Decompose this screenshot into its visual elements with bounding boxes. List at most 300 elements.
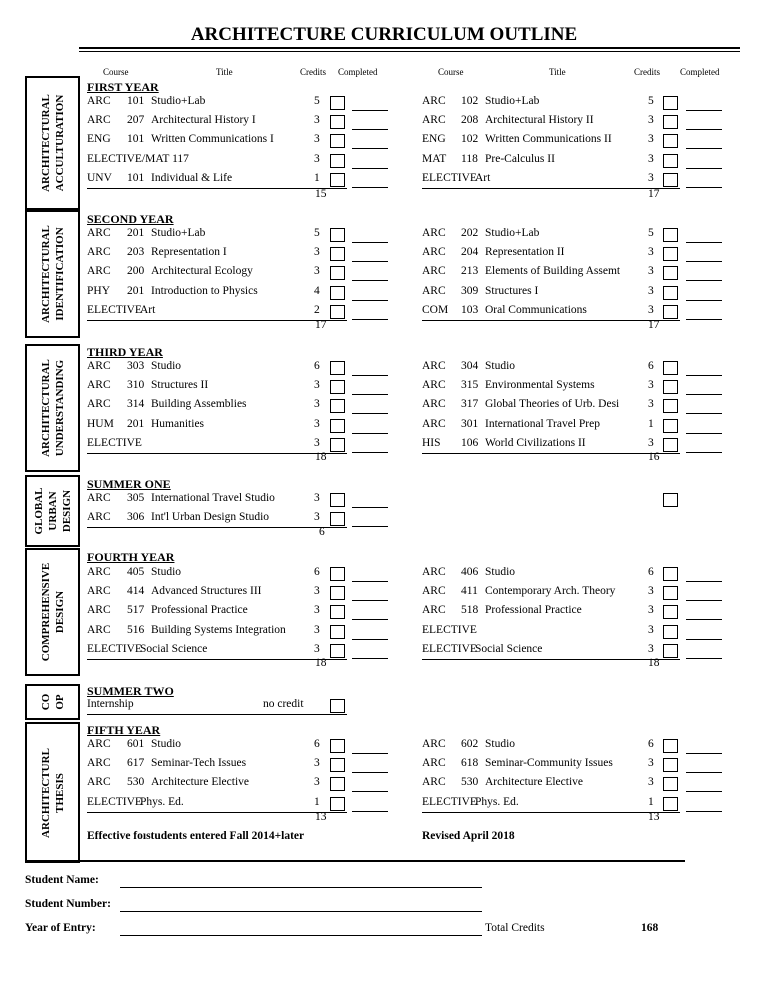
completed-line — [352, 242, 388, 243]
course-title: World Civilizations II — [485, 436, 586, 449]
course-credits: 3 — [314, 398, 320, 411]
completed-checkbox[interactable] — [330, 644, 345, 658]
completed-checkbox[interactable] — [663, 644, 678, 658]
completed-checkbox[interactable] — [663, 739, 678, 753]
course-title: Elements of Building Assemt — [485, 265, 621, 278]
row-underline — [422, 812, 680, 813]
section-label-box — [25, 344, 80, 472]
completed-checkbox[interactable] — [663, 154, 678, 168]
course-credits: 3 — [648, 284, 654, 297]
completed-checkbox[interactable] — [330, 361, 345, 375]
completed-line — [352, 619, 388, 620]
completed-checkbox[interactable] — [330, 493, 345, 507]
completed-line — [686, 168, 722, 169]
course-dept: ELECTIVE — [422, 623, 477, 636]
completed-line — [686, 148, 722, 149]
course-title: Humanities — [151, 417, 205, 430]
course-dept: ARC — [422, 379, 446, 392]
course-dept: ARC — [87, 585, 111, 598]
total-credits-label: Total Credits — [485, 922, 545, 934]
course-number: 103 — [461, 303, 479, 316]
course-dept: ARC — [87, 360, 111, 372]
course-dept: ARC — [422, 246, 446, 259]
row-underline — [87, 812, 347, 813]
course-credits: 3 — [648, 757, 654, 770]
student-number-field[interactable] — [120, 911, 482, 912]
course-credits: 3 — [648, 776, 654, 789]
completed-checkbox[interactable] — [330, 438, 345, 452]
completed-checkbox[interactable] — [330, 567, 345, 581]
completed-checkbox[interactable] — [330, 96, 345, 110]
course-credits: 3 — [648, 152, 654, 165]
credit-total: 17 — [648, 319, 660, 331]
course-number: 317 — [461, 398, 479, 411]
completed-checkbox[interactable] — [663, 777, 678, 791]
completed-checkbox[interactable] — [663, 96, 678, 110]
course-title: Architecture Elective — [485, 776, 584, 789]
completed-line — [352, 148, 388, 149]
course-dept: ARC — [422, 566, 446, 578]
course-credits: 5 — [648, 227, 654, 239]
header-title-left: Title — [216, 67, 233, 77]
year-heading: SUMMER ONE — [87, 477, 171, 491]
course-number: 102 — [461, 95, 479, 107]
course-credits: 3 — [648, 133, 654, 146]
course-dept: HUM — [87, 417, 114, 430]
course-credits: 3 — [314, 133, 320, 146]
completed-checkbox[interactable] — [663, 758, 678, 772]
course-dept: ENG — [422, 133, 446, 146]
course-dept: ELECTIVE — [87, 642, 142, 655]
course-title: Representation II — [485, 246, 565, 259]
section-label: ARCHITECTURL THESIS — [39, 747, 66, 838]
course-title: Seminar-Community Issues — [485, 757, 613, 770]
course-credits: 6 — [648, 566, 654, 578]
completed-checkbox[interactable] — [330, 699, 345, 713]
completed-line — [352, 600, 388, 601]
course-title: Representation I — [151, 246, 227, 259]
course-number: 516 — [127, 623, 145, 636]
completed-line — [352, 129, 388, 130]
course-title: Studio+Lab — [485, 95, 540, 107]
course-title: Art — [140, 303, 156, 316]
credit-total: 13 — [648, 811, 660, 823]
completed-checkbox[interactable] — [330, 625, 345, 639]
completed-line — [352, 168, 388, 169]
completed-checkbox[interactable] — [663, 115, 678, 129]
year-of-entry-field[interactable] — [120, 935, 482, 936]
course-credits: 3 — [648, 436, 654, 449]
course-credits: 1 — [314, 795, 320, 808]
course-number: 102 — [461, 133, 479, 146]
course-number: 208 — [461, 114, 479, 127]
course-number: 106 — [461, 436, 479, 449]
section-label: GLOBAL URBAN DESIGN — [32, 487, 73, 535]
course-number: 517 — [127, 604, 145, 617]
course-number: 309 — [461, 284, 479, 297]
course-number: 101 — [127, 95, 145, 107]
completed-checkbox[interactable] — [663, 173, 678, 187]
header-credits-right: Credits — [634, 67, 660, 77]
course-number: 315 — [461, 379, 479, 392]
course-number: 303 — [127, 360, 145, 372]
completed-line — [352, 811, 388, 812]
completed-checkbox[interactable] — [663, 361, 678, 375]
year-heading: FIFTH YEAR — [87, 723, 161, 737]
completed-checkbox[interactable] — [663, 228, 678, 242]
course-number: 617 — [127, 757, 145, 770]
course-title: Advanced Structures III — [151, 585, 262, 598]
course-title: International Travel Prep — [485, 417, 600, 430]
course-dept: ARC — [87, 265, 111, 278]
course-number: 305 — [127, 492, 145, 504]
course-dept: ARC — [422, 95, 446, 107]
course-credits: 3 — [314, 604, 320, 617]
completed-checkbox[interactable] — [330, 399, 345, 413]
course-credits: 3 — [648, 171, 654, 184]
completed-line — [686, 280, 722, 281]
completed-checkbox[interactable] — [330, 247, 345, 261]
course-credits: 1 — [314, 171, 320, 184]
completed-line — [686, 600, 722, 601]
header-completed-right: Completed — [680, 67, 720, 77]
course-dept: ELECTIVE — [87, 795, 142, 808]
completed-checkbox[interactable] — [663, 399, 678, 413]
completed-line — [352, 772, 388, 773]
course-dept: ARC — [422, 604, 446, 617]
course-credits: 3 — [648, 623, 654, 636]
course-title: Architecture Elective — [151, 776, 250, 789]
course-credits: no credit — [263, 698, 304, 710]
completed-line — [352, 300, 388, 301]
course-dept: ARC — [87, 114, 111, 127]
course-title: Studio — [485, 566, 516, 578]
completed-checkbox[interactable] — [663, 380, 678, 394]
completed-checkbox[interactable] — [330, 380, 345, 394]
course-credits: 3 — [314, 114, 320, 127]
course-title: Phys. Ed. — [475, 795, 519, 808]
row-underline — [87, 453, 347, 454]
credit-total: 17 — [648, 188, 660, 200]
section-label: ARCHITECTURAL UNDERSTANDING — [39, 359, 66, 457]
course-credits: 3 — [314, 585, 320, 598]
completed-checkbox[interactable] — [663, 305, 678, 319]
course-title: Studio+Lab — [151, 227, 206, 239]
completed-checkbox[interactable] — [663, 134, 678, 148]
title-rule-thin — [79, 51, 740, 52]
course-dept: HIS — [422, 436, 441, 449]
course-credits: 3 — [314, 492, 320, 504]
course-dept: PHY — [87, 284, 111, 297]
section-label: CO OP — [39, 693, 66, 711]
course-number: 201 — [127, 417, 145, 430]
course-credits: 6 — [648, 738, 654, 750]
course-dept: ELECTIVE — [422, 795, 477, 808]
course-dept: ARC — [422, 265, 446, 278]
credit-total: 13 — [315, 811, 327, 823]
completed-checkbox[interactable] — [663, 419, 678, 433]
credit-total: 15 — [315, 188, 327, 200]
credit-total: 17 — [315, 319, 327, 331]
section-label: COMPREHENSIVE DESIGN — [39, 562, 66, 662]
row-underline — [422, 320, 680, 321]
course-credits: 5 — [648, 95, 654, 107]
course-number: 200 — [127, 265, 145, 278]
course-dept: ARC — [87, 379, 111, 392]
course-dept: ARC — [87, 511, 111, 524]
course-title: Social Science — [140, 642, 208, 655]
course-credits: 3 — [648, 398, 654, 411]
row-underline — [422, 453, 680, 454]
row-underline — [422, 659, 680, 660]
course-title: Building Assemblies — [151, 398, 247, 411]
completed-line — [352, 319, 388, 320]
completed-line — [686, 242, 722, 243]
year-heading: SECOND YEAR — [87, 212, 174, 226]
course-title: Studio+Lab — [151, 95, 206, 107]
completed-line — [686, 300, 722, 301]
header-course-left: Course — [103, 67, 129, 77]
completed-checkbox[interactable] — [663, 438, 678, 452]
course-number: 204 — [461, 246, 479, 259]
completed-checkbox[interactable] — [330, 605, 345, 619]
completed-line — [352, 187, 388, 188]
completed-checkbox[interactable] — [330, 512, 345, 526]
course-number: 201 — [127, 227, 145, 239]
course-number: 618 — [461, 757, 479, 770]
course-number: 414 — [127, 585, 145, 598]
completed-checkbox[interactable] — [663, 266, 678, 280]
completed-line — [686, 658, 722, 659]
course-title: Structures II — [151, 379, 209, 392]
section-label-box — [25, 210, 80, 338]
completed-checkbox[interactable] — [330, 228, 345, 242]
completed-checkbox[interactable] — [330, 305, 345, 319]
row-underline — [87, 527, 347, 528]
completed-checkbox[interactable] — [663, 286, 678, 300]
course-title: International Travel Studio — [151, 492, 275, 504]
completed-line — [352, 526, 388, 527]
course-dept: ARC — [422, 585, 446, 598]
completed-line — [686, 394, 722, 395]
completed-line — [686, 772, 722, 773]
completed-checkbox[interactable] — [330, 758, 345, 772]
section-label-box — [25, 475, 80, 547]
course-title: Introduction to Physics — [151, 284, 258, 297]
row-underline — [87, 714, 347, 715]
course-title: Global Theories of Urb. Desi — [485, 398, 620, 411]
course-credits: 6 — [648, 360, 654, 372]
completed-line — [686, 129, 722, 130]
credit-total: 6 — [319, 526, 325, 538]
completed-line — [686, 110, 722, 111]
completed-line — [686, 619, 722, 620]
course-dept: ARC — [87, 227, 111, 239]
completed-line — [352, 791, 388, 792]
course-title: Individual & Life — [151, 171, 233, 184]
course-number: 207 — [127, 114, 145, 127]
credit-total: 18 — [315, 451, 327, 463]
completed-line — [352, 433, 388, 434]
year-heading: FOURTH YEAR — [87, 550, 175, 564]
course-title: Professional Practice — [151, 604, 248, 617]
course-credits: 3 — [648, 114, 654, 127]
course-credits: 1 — [648, 417, 654, 430]
course-title: Architectural History II — [485, 114, 594, 127]
header-credits-left: Credits — [300, 67, 326, 77]
course-dept: UNV — [87, 171, 112, 184]
completed-checkbox[interactable] — [330, 154, 345, 168]
course-number: 118 — [461, 152, 478, 165]
course-dept: ARC — [87, 776, 111, 789]
course-title: Written Communications I — [151, 133, 274, 146]
total-credits-value: 168 — [641, 922, 659, 934]
section-label: ARCHITECTURAL IDENTIFICATION — [39, 225, 66, 323]
completed-line — [352, 280, 388, 281]
year-heading: FIRST YEAR — [87, 80, 159, 94]
course-title: Art — [475, 171, 491, 184]
course-number: 602 — [461, 738, 479, 750]
course-credits: 3 — [648, 585, 654, 598]
row-underline — [87, 320, 347, 321]
completed-checkbox[interactable] — [330, 739, 345, 753]
completed-line — [686, 753, 722, 754]
course-dept: ARC — [87, 95, 111, 107]
course-credits: 3 — [314, 623, 320, 636]
course-dept: ARC — [422, 398, 446, 411]
student-name-field[interactable] — [120, 887, 482, 888]
course-dept: ARC — [87, 604, 111, 617]
course-dept: ELECTIVE — [422, 171, 477, 184]
course-dept: ARC — [422, 417, 446, 430]
course-title: Professional Practice — [485, 604, 582, 617]
completed-checkbox[interactable] — [330, 419, 345, 433]
completed-line — [352, 375, 388, 376]
course-credits: 3 — [314, 757, 320, 770]
completed-checkbox[interactable] — [663, 247, 678, 261]
header-title-right: Title — [549, 67, 566, 77]
completed-checkbox[interactable] — [663, 586, 678, 600]
completed-line — [352, 639, 388, 640]
section-label-box — [25, 722, 80, 863]
completed-checkbox[interactable] — [330, 134, 345, 148]
completed-line — [686, 433, 722, 434]
course-credits: 3 — [314, 436, 320, 449]
course-dept: ARC — [87, 492, 111, 504]
completed-checkbox[interactable] — [330, 586, 345, 600]
completed-checkbox[interactable] — [663, 605, 678, 619]
course-credits: 3 — [314, 511, 320, 524]
completed-line — [686, 452, 722, 453]
course-number: 101 — [127, 133, 145, 146]
completed-checkbox[interactable] — [330, 173, 345, 187]
course-title: Studio — [151, 566, 182, 578]
course-title: Studio — [151, 738, 182, 750]
completed-checkbox[interactable] — [663, 797, 678, 811]
course-number: 518 — [461, 604, 479, 617]
credit-total: 16 — [648, 451, 660, 463]
course-title: Studio — [485, 738, 516, 750]
year-heading: SUMMER TWO — [87, 684, 174, 698]
completed-checkbox[interactable] — [663, 625, 678, 639]
course-credits: 3 — [648, 642, 654, 655]
course-title: Architectural Ecology — [151, 265, 253, 278]
completed-checkbox[interactable] — [663, 567, 678, 581]
course-number: 310 — [127, 379, 145, 392]
course-credits: 3 — [648, 246, 654, 259]
header-course-right: Course — [438, 67, 464, 77]
year-of-entry-label: Year of Entry: — [25, 922, 96, 934]
course-dept: ARC — [422, 738, 446, 750]
completed-checkbox[interactable] — [663, 493, 678, 507]
course-number: 301 — [461, 417, 479, 430]
section-label-box — [25, 548, 80, 676]
course-dept: ARC — [87, 623, 111, 636]
course-number: 101 — [127, 171, 145, 184]
course-dept: ARC — [422, 284, 446, 297]
completed-line — [352, 261, 388, 262]
course-number: 314 — [127, 398, 145, 411]
completed-line — [686, 261, 722, 262]
course-title: Architectural History I — [151, 114, 256, 127]
course-dept: ARC — [422, 776, 446, 789]
completed-checkbox[interactable] — [330, 286, 345, 300]
course-dept: ARC — [87, 566, 111, 578]
form-divider — [25, 860, 685, 862]
course-title: Environmental Systems — [485, 379, 595, 392]
completed-line — [686, 187, 722, 188]
course-credits: 5 — [314, 95, 320, 107]
course-title: Social Science — [475, 642, 543, 655]
completed-checkbox[interactable] — [330, 777, 345, 791]
completed-line — [352, 413, 388, 414]
completed-line — [352, 394, 388, 395]
course-title: Oral Communications — [485, 303, 587, 316]
section-label-box — [25, 684, 80, 720]
course-title: Phys. Ed. — [140, 795, 184, 808]
course-number: 411 — [461, 585, 478, 598]
row-underline — [422, 188, 680, 189]
header-completed-left: Completed — [338, 67, 378, 77]
course-title: Written Communications II — [485, 133, 612, 146]
course-credits: 2 — [314, 303, 320, 316]
course-dept: ARC — [87, 757, 111, 770]
course-dept: ARC — [422, 114, 446, 127]
completed-checkbox[interactable] — [330, 115, 345, 129]
completed-checkbox[interactable] — [330, 797, 345, 811]
effective-note: Effective foıstudents entered Fall 2014+later — [87, 830, 305, 842]
course-number: 530 — [127, 776, 145, 789]
course-number: 203 — [127, 246, 145, 259]
course-title: Structures I — [485, 284, 539, 297]
completed-line — [686, 791, 722, 792]
completed-line — [686, 413, 722, 414]
completed-line — [352, 507, 388, 508]
course-dept: ARC — [422, 757, 446, 770]
completed-line — [686, 639, 722, 640]
student-name-label: Student Name: — [25, 874, 99, 886]
student-number-label: Student Number: — [25, 898, 111, 910]
title-rule — [79, 47, 740, 49]
completed-checkbox[interactable] — [330, 266, 345, 280]
course-credits: 3 — [314, 776, 320, 789]
course-dept: ELECTIVE/MAT 117 — [87, 152, 189, 165]
course-title: Seminar-Tech Issues — [151, 757, 247, 770]
course-title: Building Systems Integration — [151, 623, 286, 636]
course-title: Studio — [151, 360, 182, 372]
course-title: Int'l Urban Design Studio — [151, 511, 270, 524]
completed-line — [686, 811, 722, 812]
